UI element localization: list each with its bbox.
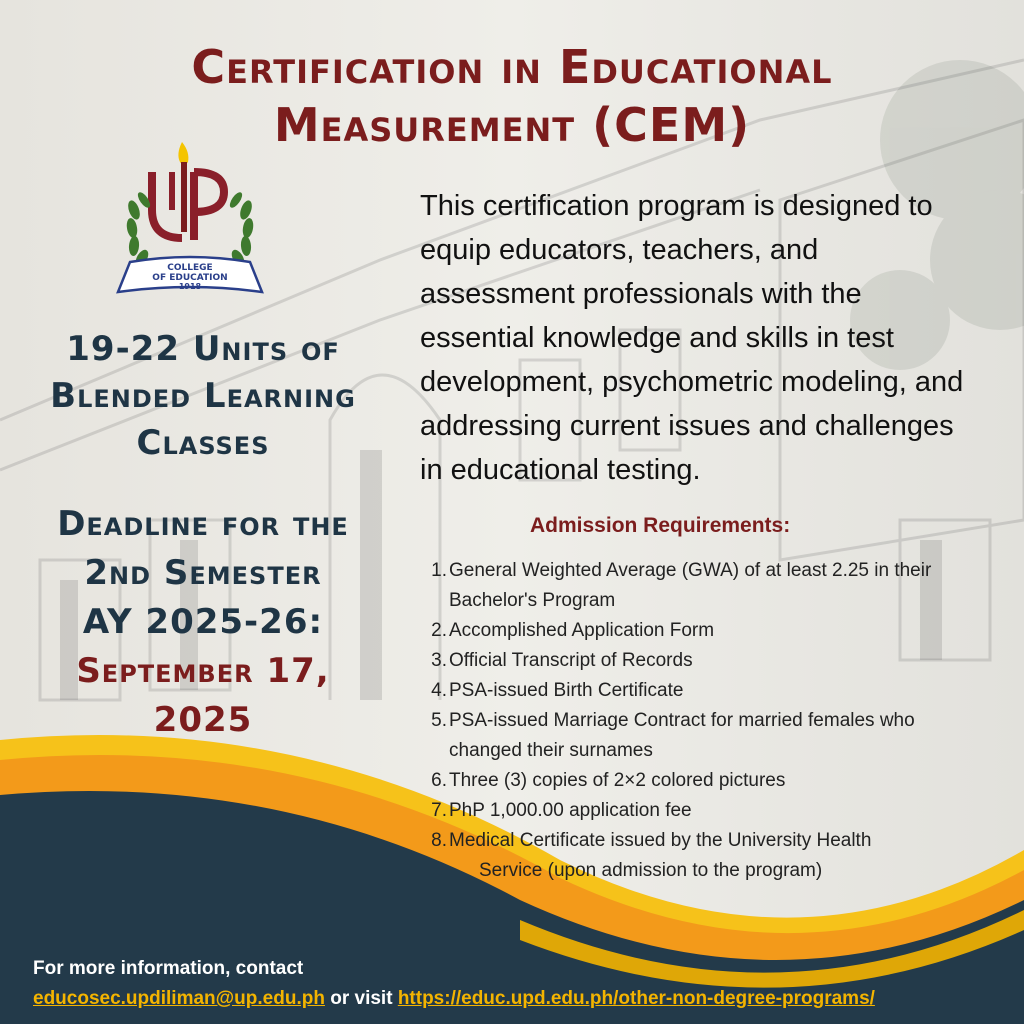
program-description: This certification program is designed to equip educators, teachers, and assessment professionals with the essential knowledge and skills in test development, psychometric modeling, and addressing current issues and challenges in educational testing. <box>420 190 964 486</box>
units-heading: 19-22 Units of Blended Learning Classes <box>50 329 356 463</box>
email-link[interactable]: educosec.updiliman@up.edu.ph <box>33 988 325 1009</box>
list-item: 4. PSA-issued Birth Certificate <box>431 680 684 701</box>
admission-requirements-title: Admission Requirements: <box>530 514 791 537</box>
page-title: Certification in Educational Measurement (CEM) <box>191 40 833 152</box>
admission-requirements-list <box>420 556 960 886</box>
list-item: 1. General Weighted Average (GWA) of at least 2.25 in their Bachelor's Program <box>431 560 932 611</box>
contact-footer <box>33 954 1013 1014</box>
p-monogram-icon <box>194 172 224 240</box>
list-item: 6. Three (3) copies of 2×2 colored pictures <box>431 770 786 791</box>
deadline-line3: AY 2025-26: <box>82 602 324 642</box>
laurel-right-icon <box>228 190 255 268</box>
list-item: 2. Accomplished Application Form <box>431 620 715 641</box>
college-of-education-logo <box>112 140 268 298</box>
list-item: 8. Medical Certificate issued by the University Health Service (upon admission to the program) <box>431 830 872 881</box>
deadline-line1: Deadline for the <box>57 504 349 544</box>
list-item: 3. Official Transcript of Records <box>431 650 693 671</box>
torch-flame-icon <box>178 142 188 165</box>
list-item: 5. PSA-issued Marriage Contract for married females who changed their surnames <box>431 710 915 761</box>
list-item: 7. PhP 1,000.00 application fee <box>431 800 692 821</box>
svg-text:COLLEGE: COLLEGE <box>167 263 213 273</box>
or-visit-text: or visit <box>324 988 398 1009</box>
svg-text:1918: 1918 <box>178 282 202 291</box>
u-monogram-icon <box>152 172 182 238</box>
contact-intro: For more information, contact <box>33 958 304 979</box>
laurel-left-icon <box>125 190 152 268</box>
website-link[interactable]: https://educ.upd.edu.ph/other-non-degree-programs/ <box>397 988 875 1009</box>
svg-text:OF EDUCATION: OF EDUCATION <box>152 273 228 283</box>
deadline-date: September 17, 2025 <box>76 651 330 740</box>
deadline-line2: 2nd Semester <box>84 553 322 593</box>
